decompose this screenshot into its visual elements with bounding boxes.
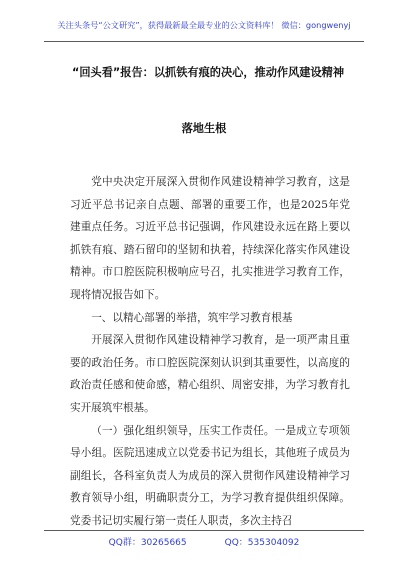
paragraph-section-1: 开展深入贯彻作风建设精神学习教育，是一项严肃且重要的政治任务。市口腔医院深刻认识到其重要性，以高度的政治责任感和使命感，精心组织、周密安排，为学习教育扎实开展筑牢根基。 [70,334,350,414]
header-banner: 关注头条号“公文研究”，获得最新最全最专业的公文资料库！ 微信：gongwenyj [57,20,351,30]
footer-contact [0,535,408,548]
document-title: “回头看”报告：以抓铁有痕的决心，推动作风建设精神 [71,66,345,79]
paragraph-subsection-1: （一）强化组织领导，压实工作责任。一是成立专项领导小组。医院迅速成立以党委书记为组长，其他班子成员为副组长，各科室负责人为成员的深入贯彻作风建设精神学习教育领导小组，明确职责分工，为学习教育提供组织保障。党委书记切实履行第一责任人职责，多次主持召 [70,424,350,527]
header-divider [44,41,364,42]
footer-qq-group: QQ群：30265665 [108,538,187,548]
footer-divider [44,530,364,531]
paragraph-intro: 党中央决定开展深入贯彻作风建设精神学习教育，这是习近平总书记亲自点题、部署的重要工作，也是2025年党建重点任务。习近平总书记强调，作风建设永远在路上要以抓铁有痕、踏石留印的坚韧和执着，持续深化落实作风建设精神。市口腔医院积极响应号召，扎实推进学习教育工作，现将情况报告如下。 [70,176,350,301]
footer-qq: QQ：535304092 [224,538,300,548]
document-subtitle: 落地生根 [181,122,227,135]
document-body [70,171,350,533]
section-heading-1: 一、以精心部署的举措，筑牢学习教育根基 [91,311,293,324]
